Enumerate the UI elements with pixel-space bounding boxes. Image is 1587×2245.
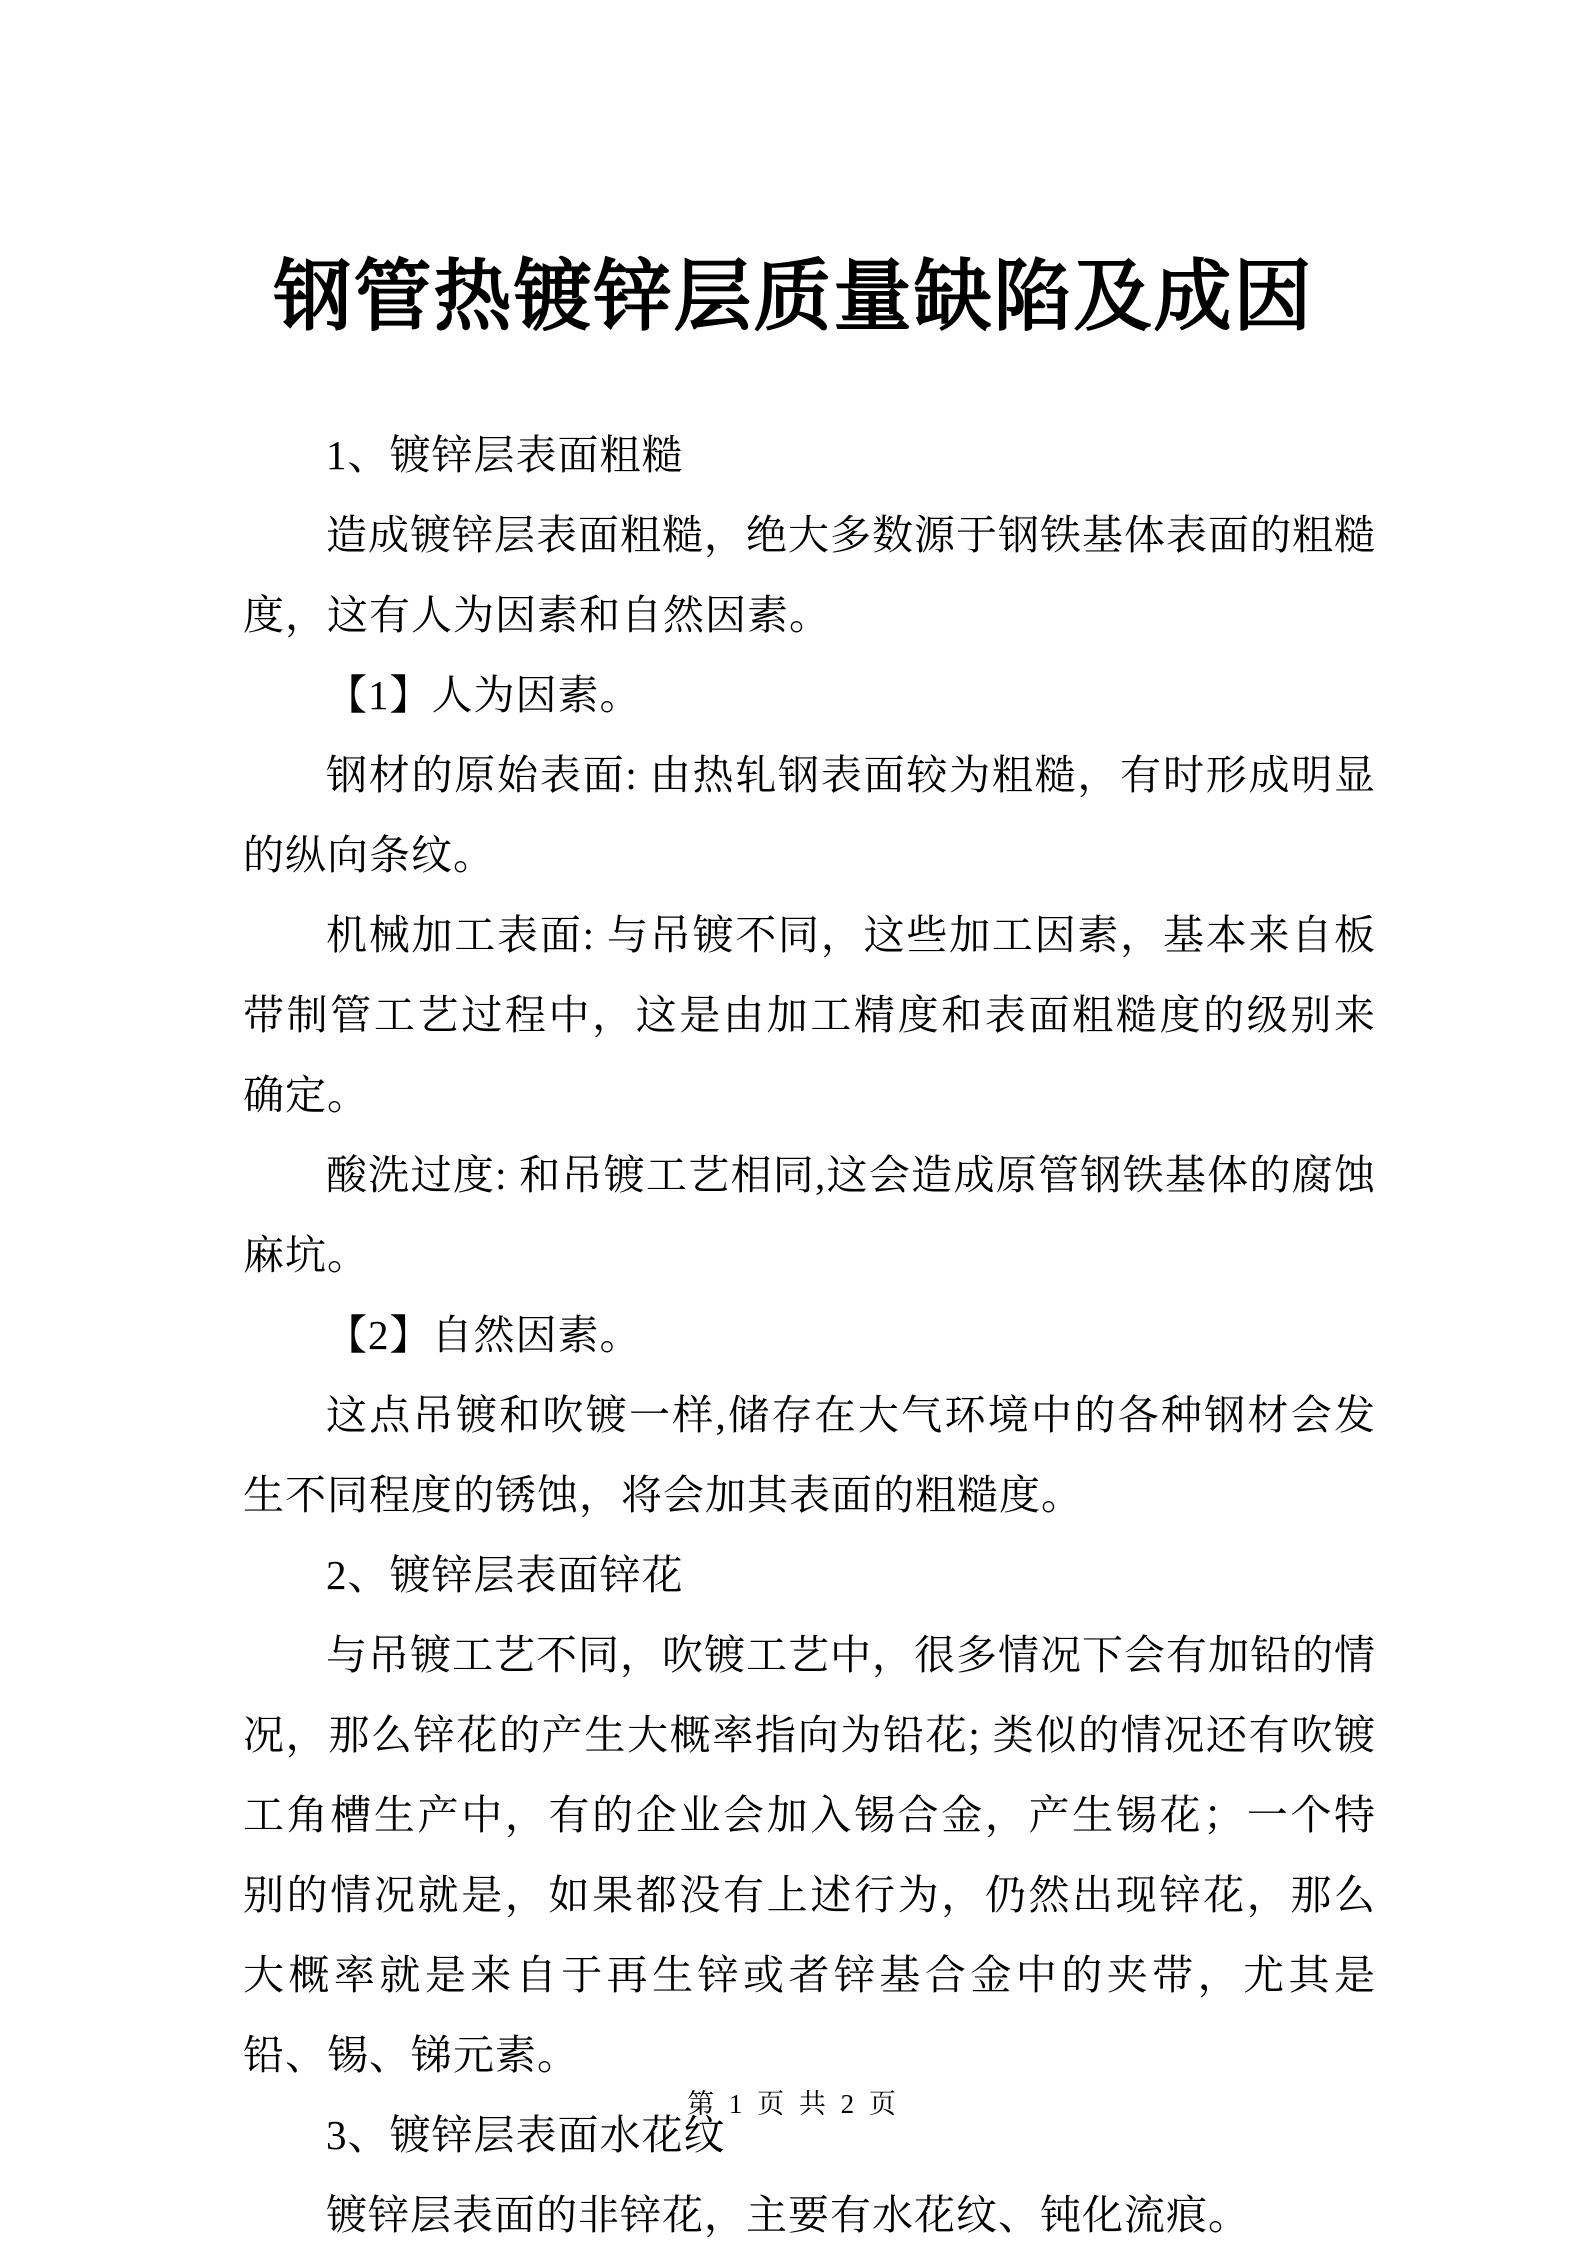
paragraph: 镀锌层表面的非锌花，主要有水花纹、钝化流痕。 xyxy=(326,2192,1250,2238)
paragraph: 1、镀锌层表面粗糙 xyxy=(326,432,684,478)
paragraph: 这点吊镀和吹镀一样,储存在大气环境中的各种钢材会发生不同程度的锈蚀，将会加其表面的粗糙度。 xyxy=(243,1392,1376,1518)
document-title: 钢管热镀锌层质量缺陷及成因 xyxy=(273,253,1314,340)
paragraph: 造成镀锌层表面粗糙，绝大多数源于钢铁基体表面的粗糙度，这有人为因素和自然因素。 xyxy=(243,512,1376,638)
paragraph: 3、镀锌层表面水花纹 xyxy=(326,2112,726,2158)
paragraph: 机械加工表面: 与吊镀不同，这些加工因素，基本来自板带制管工艺过程中，这是由加工精度和表面粗糙度的级别来确定。 xyxy=(243,912,1376,1118)
paragraph: 酸洗过度: 和吊镀工艺相同,这会造成原管钢铁基体的腐蚀麻坑。 xyxy=(243,1152,1376,1278)
page-number-footer: 第 1 页 共 2 页 xyxy=(687,2089,900,2119)
document-body xyxy=(243,415,1376,2245)
paragraph: 钢材的原始表面: 由热轧钢表面较为粗糙，有时形成明显的纵向条纹。 xyxy=(243,752,1376,878)
paragraph: 【2】自然因素。 xyxy=(326,1312,642,1358)
paragraph: 2、镀锌层表面锌花 xyxy=(326,1552,684,1598)
paragraph: 【1】人为因素。 xyxy=(326,672,642,718)
paragraph: 与吊镀工艺不同，吹镀工艺中，很多情况下会有加铅的情况，那么锌花的产生大概率指向为铅花; 类似的情况还有吹镀工角槽生产中，有的企业会加入锡合金，产生锡花；一个特别的情况就是，如果都没有上述行为，仍然出现锌花，那么大概率就是来自于再生锌或者锌基合金中的夹带，尤其是铅、锡、锑元素。 xyxy=(243,1632,1376,2078)
